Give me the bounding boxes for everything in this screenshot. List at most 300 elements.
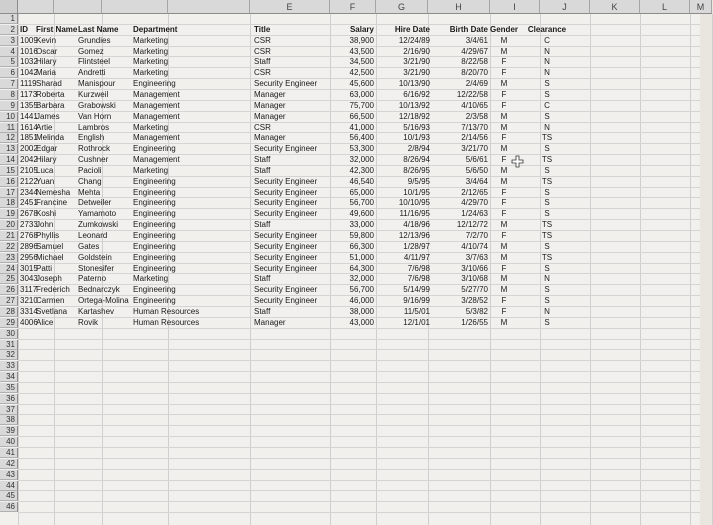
table-cell-hire[interactable]: 9/16/99 <box>403 296 430 306</box>
table-cell-dept[interactable]: Marketing <box>133 35 169 45</box>
table-cell-birth[interactable]: 1/24/63 <box>461 209 488 219</box>
table-cell-salary[interactable]: 46,000 <box>349 296 374 306</box>
table-cell-salary[interactable]: 43,000 <box>349 317 374 327</box>
table-cell-title[interactable]: Manager <box>254 133 286 143</box>
table-cell-last[interactable]: Kartashev <box>78 306 115 316</box>
table-cell-first[interactable]: Joseph <box>36 274 62 284</box>
table-cell-birth[interactable]: 12/22/58 <box>456 89 488 99</box>
table-cell-hire[interactable]: 2/8/94 <box>407 144 430 154</box>
table-cell-salary[interactable]: 42,500 <box>349 68 374 78</box>
table-cell-clearance[interactable]: C <box>544 100 550 110</box>
table-cell-dept[interactable]: Engineering <box>133 296 176 306</box>
row-header[interactable]: 41 <box>0 448 18 458</box>
table-cell-birth[interactable]: 3/4/61 <box>465 35 488 45</box>
table-cell-gender[interactable]: M <box>500 35 508 45</box>
table-cell-clearance[interactable]: S <box>544 317 550 327</box>
table-cell-dept[interactable]: Marketing <box>133 122 169 132</box>
table-cell-gender[interactable]: M <box>500 274 508 284</box>
table-cell-birth[interactable]: 5/3/82 <box>465 306 488 316</box>
table-cell-salary[interactable]: 46,540 <box>349 176 374 186</box>
row-header[interactable]: 10 <box>0 112 18 122</box>
table-cell-dept[interactable]: Marketing <box>133 165 169 175</box>
table-cell-hire[interactable]: 6/16/92 <box>403 89 430 99</box>
row-header[interactable]: 5 <box>0 57 18 67</box>
row-header[interactable]: 46 <box>0 502 18 512</box>
row-header[interactable]: 29 <box>0 318 18 328</box>
table-cell-clearance[interactable]: S <box>544 241 550 251</box>
table-cell-title[interactable]: CSR <box>254 122 271 132</box>
table-cell-id[interactable]: 2122 <box>20 176 38 186</box>
column-header[interactable]: G <box>376 0 428 14</box>
table-cell-first[interactable]: Yuan <box>36 176 55 186</box>
row-header[interactable]: 24 <box>0 264 18 274</box>
table-cell-first[interactable]: Roberta <box>36 89 65 99</box>
table-cell-last[interactable]: Detweiler <box>78 198 112 208</box>
table-cell-id[interactable]: 1009 <box>20 35 38 45</box>
table-cell-dept[interactable]: Management <box>133 155 180 165</box>
table-cell-hire[interactable]: 8/26/95 <box>403 165 430 175</box>
table-cell-gender[interactable]: F <box>501 263 507 273</box>
table-cell-clearance[interactable]: TS <box>541 231 553 240</box>
row-header[interactable]: 22 <box>0 242 18 252</box>
table-cell-id[interactable]: 2733 <box>20 220 38 230</box>
header-cell-first[interactable]: First Name <box>36 24 78 34</box>
table-cell-hire[interactable]: 11/16/95 <box>399 209 430 219</box>
table-cell-first[interactable]: Melinda <box>36 133 65 143</box>
table-cell-hire[interactable]: 12/13/96 <box>398 231 430 240</box>
table-cell-birth[interactable]: 4/10/65 <box>461 100 488 110</box>
row-header[interactable]: 6 <box>0 68 18 78</box>
table-cell-first[interactable]: Oscar <box>36 46 58 56</box>
row-header[interactable]: 3 <box>0 36 18 46</box>
table-cell-salary[interactable]: 33,000 <box>349 220 374 230</box>
row-header[interactable]: 37 <box>0 405 18 415</box>
table-cell-first[interactable]: Barbara <box>36 100 65 110</box>
table-cell-hire[interactable]: 4/11/97 <box>403 252 430 262</box>
table-cell-last[interactable]: Leonard <box>78 231 108 240</box>
row-header[interactable]: 9 <box>0 101 18 111</box>
table-cell-gender[interactable]: M <box>500 111 508 121</box>
table-cell-salary[interactable]: 65,000 <box>349 187 374 197</box>
row-header[interactable]: 15 <box>0 166 18 176</box>
table-cell-first[interactable]: Koshi <box>36 209 57 219</box>
table-cell-title[interactable]: CSR <box>254 35 271 45</box>
table-cell-title[interactable]: Staff <box>254 274 271 284</box>
table-cell-clearance[interactable]: S <box>544 144 550 154</box>
table-cell-salary[interactable]: 32,000 <box>349 155 374 165</box>
table-cell-last[interactable]: Paterno <box>78 274 107 284</box>
row-header[interactable]: 25 <box>0 274 18 284</box>
table-cell-birth[interactable]: 5/6/50 <box>465 165 488 175</box>
table-cell-clearance[interactable]: TS <box>541 220 553 230</box>
table-cell-first[interactable]: Sharad <box>36 79 62 89</box>
header-cell-birth[interactable]: Birth Date <box>449 24 488 34</box>
row-header[interactable]: 4 <box>0 47 18 57</box>
table-cell-hire[interactable]: 3/21/90 <box>403 68 430 78</box>
table-cell-salary[interactable]: 56,400 <box>349 133 374 143</box>
table-cell-birth[interactable]: 7/13/70 <box>461 122 488 132</box>
table-cell-last[interactable]: Gomez <box>78 46 104 56</box>
table-cell-hire[interactable]: 12/18/92 <box>398 111 430 121</box>
table-cell-id[interactable]: 2451 <box>20 198 38 208</box>
table-cell-id[interactable]: 1441 <box>20 111 38 121</box>
table-cell-id[interactable]: 3117 <box>20 285 38 295</box>
table-cell-title[interactable]: Staff <box>254 57 271 67</box>
table-cell-title[interactable]: Staff <box>254 155 271 165</box>
table-cell-first[interactable]: Patti <box>36 263 53 273</box>
table-cell-clearance[interactable]: S <box>544 209 550 219</box>
table-cell-id[interactable]: 1119 <box>20 79 37 89</box>
table-cell-dept[interactable]: Engineering <box>133 241 176 251</box>
row-header[interactable]: 13 <box>0 144 18 154</box>
table-cell-dept[interactable]: Engineering <box>133 252 176 262</box>
table-cell-id[interactable]: 3043 <box>20 274 38 284</box>
column-header[interactable]: K <box>590 0 640 14</box>
table-cell-clearance[interactable]: TS <box>541 155 553 165</box>
table-cell-salary[interactable]: 43,500 <box>349 46 374 56</box>
table-cell-id[interactable]: 2105 <box>20 165 38 175</box>
table-cell-clearance[interactable]: N <box>544 68 550 78</box>
table-cell-last[interactable]: Manispour <box>78 79 116 89</box>
table-cell-birth[interactable]: 3/28/52 <box>461 296 488 306</box>
table-cell-hire[interactable]: 10/10/95 <box>398 198 430 208</box>
table-cell-first[interactable]: Frederich <box>36 285 70 295</box>
table-cell-birth[interactable]: 4/10/74 <box>461 241 488 251</box>
table-cell-hire[interactable]: 5/16/93 <box>403 122 430 132</box>
table-cell-salary[interactable]: 59,800 <box>349 231 374 240</box>
table-cell-salary[interactable]: 45,600 <box>349 79 374 89</box>
table-cell-first[interactable]: Nemesha <box>36 187 71 197</box>
column-header[interactable] <box>102 0 168 14</box>
column-header[interactable]: M <box>690 0 712 14</box>
table-cell-first[interactable]: Maria <box>36 68 57 78</box>
table-cell-title[interactable]: Security Engineer <box>254 144 318 154</box>
table-cell-clearance[interactable]: C <box>544 35 550 45</box>
row-header[interactable]: 39 <box>0 426 18 436</box>
table-cell-first[interactable]: Svetlana <box>36 306 68 316</box>
table-cell-clearance[interactable]: N <box>544 46 550 56</box>
table-cell-title[interactable]: Staff <box>254 165 271 175</box>
header-cell-clearance[interactable]: Clearance <box>527 24 567 34</box>
header-cell-hire[interactable]: Hire Date <box>394 24 430 34</box>
table-cell-clearance[interactable]: TS <box>541 176 553 186</box>
table-cell-dept[interactable]: Engineering <box>133 263 176 273</box>
table-cell-clearance[interactable]: S <box>544 111 550 121</box>
row-header[interactable]: 23 <box>0 253 18 263</box>
table-cell-last[interactable]: Lambros <box>78 122 110 132</box>
table-cell-id[interactable]: 1851 <box>20 133 38 143</box>
table-cell-dept[interactable]: Management <box>133 133 180 143</box>
table-cell-clearance[interactable]: N <box>544 274 550 284</box>
table-cell-clearance[interactable]: S <box>544 285 550 295</box>
table-cell-clearance[interactable]: TS <box>541 133 553 143</box>
table-cell-title[interactable]: Security Engineer <box>254 263 318 273</box>
table-cell-birth[interactable]: 3/10/66 <box>461 263 488 273</box>
table-cell-title[interactable]: Security Engineer <box>254 296 318 306</box>
table-cell-clearance[interactable]: S <box>544 263 550 273</box>
table-cell-gender[interactable]: M <box>500 165 508 175</box>
table-cell-hire[interactable]: 5/14/99 <box>403 285 430 295</box>
row-header[interactable]: 33 <box>0 361 18 371</box>
table-cell-clearance[interactable]: S <box>544 165 550 175</box>
table-cell-first[interactable]: Kevin <box>36 35 57 45</box>
header-cell-last[interactable]: Last Name <box>78 24 119 34</box>
table-cell-dept[interactable]: Marketing <box>133 68 169 78</box>
table-cell-birth[interactable]: 8/20/70 <box>461 68 488 78</box>
table-cell-first[interactable]: John <box>36 220 54 230</box>
table-cell-first[interactable]: Hilary <box>36 155 57 165</box>
table-cell-salary[interactable]: 42,300 <box>349 165 374 175</box>
table-cell-last[interactable]: Rovik <box>78 317 99 327</box>
table-cell-title[interactable]: Manager <box>254 89 286 99</box>
table-cell-last[interactable]: Bednarczyk <box>78 285 120 295</box>
row-header[interactable]: 34 <box>0 372 18 382</box>
table-cell-salary[interactable]: 66,300 <box>349 241 374 251</box>
table-cell-clearance[interactable]: TS <box>541 252 553 262</box>
table-cell-dept[interactable]: Engineering <box>133 231 176 240</box>
table-cell-last[interactable]: English <box>78 133 105 143</box>
table-cell-clearance[interactable]: N <box>544 122 550 132</box>
table-cell-id[interactable]: 1016 <box>20 46 38 56</box>
table-cell-hire[interactable]: 1/28/97 <box>403 241 430 251</box>
table-cell-salary[interactable]: 41,000 <box>349 122 374 132</box>
table-cell-birth[interactable]: 3/4/64 <box>465 176 488 186</box>
table-cell-id[interactable]: 2768 <box>20 231 38 240</box>
table-cell-hire[interactable]: 9/5/95 <box>407 176 430 186</box>
row-header[interactable]: 40 <box>0 437 18 447</box>
table-cell-birth[interactable]: 3/21/70 <box>461 144 488 154</box>
row-header[interactable]: 45 <box>0 491 18 501</box>
table-cell-gender[interactable]: M <box>500 285 508 295</box>
row-header[interactable]: 19 <box>0 209 18 219</box>
table-cell-gender[interactable]: M <box>500 317 508 327</box>
row-header[interactable]: 11 <box>0 123 18 133</box>
table-cell-id[interactable]: 2956 <box>20 252 38 262</box>
row-header[interactable]: 1 <box>0 14 18 24</box>
table-cell-dept[interactable]: Management <box>133 111 180 121</box>
table-cell-gender[interactable]: M <box>500 220 508 230</box>
row-header[interactable]: 43 <box>0 470 18 480</box>
row-header[interactable]: 30 <box>0 329 18 339</box>
table-cell-salary[interactable]: 64,300 <box>349 263 374 273</box>
table-cell-title[interactable]: Staff <box>254 220 271 230</box>
table-cell-birth[interactable]: 8/22/58 <box>461 57 488 67</box>
table-cell-title[interactable]: Manager <box>254 317 286 327</box>
table-cell-birth[interactable]: 2/12/65 <box>461 187 488 197</box>
table-cell-gender[interactable]: M <box>500 144 508 154</box>
column-header[interactable] <box>18 0 54 14</box>
table-cell-hire[interactable]: 10/13/92 <box>398 100 430 110</box>
table-cell-gender[interactable]: M <box>500 176 508 186</box>
table-cell-gender[interactable]: M <box>500 252 508 262</box>
row-header[interactable]: 8 <box>0 90 18 100</box>
table-cell-hire[interactable]: 10/1/95 <box>403 187 430 197</box>
table-cell-dept[interactable]: Human Resources <box>133 317 200 327</box>
table-cell-id[interactable]: 2002 <box>20 144 38 154</box>
table-cell-birth[interactable]: 2/3/58 <box>465 111 488 121</box>
table-cell-id[interactable]: 3210 <box>20 296 38 306</box>
table-cell-id[interactable]: 2042 <box>20 155 38 165</box>
row-header[interactable]: 27 <box>0 296 18 306</box>
table-cell-first[interactable]: Edgar <box>36 144 58 154</box>
table-cell-birth[interactable]: 5/27/70 <box>461 285 488 295</box>
table-cell-gender[interactable]: F <box>501 68 507 78</box>
table-cell-salary[interactable]: 51,000 <box>349 252 374 262</box>
table-cell-title[interactable]: Security Engineer <box>254 252 318 262</box>
table-cell-dept[interactable]: Engineering <box>133 176 176 186</box>
table-cell-birth[interactable]: 2/4/69 <box>465 79 488 89</box>
table-cell-last[interactable]: Rothrock <box>78 144 111 154</box>
table-cell-gender[interactable]: F <box>501 100 507 110</box>
column-header[interactable]: H <box>428 0 490 14</box>
table-cell-title[interactable]: Staff <box>254 306 271 316</box>
table-cell-clearance[interactable]: S <box>544 187 550 197</box>
table-cell-salary[interactable]: 53,300 <box>349 144 374 154</box>
table-cell-first[interactable]: Hilary <box>36 57 57 67</box>
table-cell-title[interactable]: Security Engineer <box>254 79 318 89</box>
table-cell-title[interactable]: CSR <box>254 68 271 78</box>
table-cell-dept[interactable]: Engineering <box>133 209 176 219</box>
table-cell-dept[interactable]: Management <box>133 100 180 110</box>
header-cell-dept[interactable]: Department <box>133 24 178 34</box>
table-cell-gender[interactable]: M <box>500 79 508 89</box>
column-header[interactable]: E <box>250 0 330 14</box>
table-cell-last[interactable]: Goldstein <box>78 252 112 262</box>
table-cell-birth[interactable]: 4/29/67 <box>461 46 488 56</box>
table-cell-dept[interactable]: Marketing <box>133 274 169 284</box>
table-cell-gender[interactable]: F <box>501 231 507 240</box>
table-cell-id[interactable]: 3015 <box>20 263 38 273</box>
table-cell-title[interactable]: Security Engineer <box>254 187 318 197</box>
row-header[interactable]: 14 <box>0 155 18 165</box>
table-cell-clearance[interactable]: S <box>544 79 550 89</box>
table-cell-title[interactable]: Security Engineer <box>254 231 318 240</box>
table-cell-dept[interactable]: Engineering <box>133 144 176 154</box>
row-header[interactable]: 18 <box>0 198 18 208</box>
table-cell-hire[interactable]: 10/1/93 <box>403 133 430 143</box>
table-cell-birth[interactable]: 3/10/68 <box>461 274 488 284</box>
column-header[interactable] <box>168 0 250 14</box>
table-cell-salary[interactable]: 56,700 <box>349 285 374 295</box>
row-header[interactable]: 20 <box>0 220 18 230</box>
table-cell-last[interactable]: Van Horn <box>78 111 112 121</box>
column-header[interactable]: F <box>330 0 376 14</box>
table-cell-id[interactable]: 4006 <box>20 317 38 327</box>
table-cell-gender[interactable]: F <box>501 155 507 165</box>
row-header[interactable]: 38 <box>0 415 18 425</box>
table-cell-salary[interactable]: 56,700 <box>349 198 374 208</box>
table-cell-id[interactable]: 1614 <box>20 122 38 132</box>
table-cell-gender[interactable]: F <box>501 133 507 143</box>
table-cell-title[interactable]: Security Engineer <box>254 176 318 186</box>
table-cell-title[interactable]: Security Engineer <box>254 209 318 219</box>
table-cell-clearance[interactable]: N <box>544 306 550 316</box>
table-cell-hire[interactable]: 10/13/90 <box>398 79 430 89</box>
table-cell-hire[interactable]: 12/24/89 <box>398 35 430 45</box>
table-cell-first[interactable]: Artie <box>36 122 53 132</box>
table-cell-title[interactable]: Manager <box>254 100 286 110</box>
table-cell-last[interactable]: Grundies <box>78 35 111 45</box>
table-cell-hire[interactable]: 2/16/90 <box>403 46 430 56</box>
table-cell-first[interactable]: Francine <box>36 198 68 208</box>
header-cell-id[interactable]: ID <box>20 24 28 34</box>
row-header[interactable]: 36 <box>0 394 18 404</box>
table-cell-gender[interactable]: F <box>501 209 507 219</box>
table-cell-hire[interactable]: 7/6/98 <box>407 274 430 284</box>
table-cell-gender[interactable]: F <box>501 296 507 306</box>
table-cell-title[interactable]: Manager <box>254 111 286 121</box>
table-cell-id[interactable]: 1042 <box>20 68 38 78</box>
table-cell-salary[interactable]: 66,500 <box>349 111 374 121</box>
table-cell-salary[interactable]: 75,700 <box>349 100 374 110</box>
table-cell-gender[interactable]: F <box>501 57 507 67</box>
column-header[interactable]: I <box>490 0 540 14</box>
row-header[interactable]: 21 <box>0 231 18 241</box>
table-cell-hire[interactable]: 8/26/94 <box>403 155 430 165</box>
table-cell-first[interactable]: James <box>36 111 60 121</box>
row-header[interactable]: 17 <box>0 188 18 198</box>
table-cell-last[interactable]: Gates <box>78 241 100 251</box>
table-cell-salary[interactable]: 34,500 <box>349 57 374 67</box>
select-all-corner[interactable] <box>0 0 18 14</box>
row-header[interactable]: 32 <box>0 350 18 360</box>
table-cell-birth[interactable]: 5/6/61 <box>465 155 488 165</box>
table-cell-salary[interactable]: 38,000 <box>349 306 374 316</box>
table-cell-last[interactable]: Andretti <box>78 68 106 78</box>
table-cell-last[interactable]: Grabowski <box>78 100 116 110</box>
table-cell-last[interactable]: Chang <box>78 176 102 186</box>
row-header[interactable]: 42 <box>0 459 18 469</box>
table-cell-last[interactable]: Flintsteel <box>78 57 111 67</box>
table-cell-hire[interactable]: 7/6/98 <box>407 263 430 273</box>
table-cell-clearance[interactable]: S <box>544 198 550 208</box>
table-cell-last[interactable]: Ortega-Molina <box>78 296 129 306</box>
table-cell-last[interactable]: Pacioli <box>78 165 102 175</box>
header-cell-title[interactable]: Title <box>254 24 271 34</box>
table-cell-gender[interactable]: F <box>501 198 507 208</box>
table-cell-last[interactable]: Cushner <box>78 155 109 165</box>
table-cell-clearance[interactable]: N <box>544 57 550 67</box>
table-cell-hire[interactable]: 12/1/01 <box>403 317 430 327</box>
table-cell-gender[interactable]: M <box>500 46 508 56</box>
row-header[interactable]: 44 <box>0 481 18 491</box>
table-cell-dept[interactable]: Engineering <box>133 285 176 295</box>
table-cell-gender[interactable]: F <box>501 89 507 99</box>
table-cell-id[interactable]: 2896 <box>20 241 38 251</box>
table-cell-title[interactable]: Security Engineer <box>254 241 318 251</box>
header-cell-gender[interactable]: Gender <box>490 24 519 34</box>
table-cell-salary[interactable]: 49,600 <box>349 209 374 219</box>
table-cell-dept[interactable]: Engineering <box>133 198 176 208</box>
row-header[interactable]: 2 <box>0 25 18 35</box>
table-cell-last[interactable]: Kurzweil <box>78 89 109 99</box>
table-cell-hire[interactable]: 11/5/01 <box>403 306 430 316</box>
row-header[interactable]: 35 <box>0 383 18 393</box>
table-cell-title[interactable]: Security Engineer <box>254 198 318 208</box>
table-cell-id[interactable]: 1355 <box>20 100 38 110</box>
table-cell-first[interactable]: Michael <box>36 252 64 262</box>
column-header[interactable]: J <box>540 0 590 14</box>
row-header[interactable]: 31 <box>0 340 18 350</box>
table-cell-last[interactable]: Zumkowski <box>78 220 119 230</box>
table-cell-dept[interactable]: Human Resources <box>133 306 200 316</box>
table-cell-salary[interactable]: 38,900 <box>349 35 374 45</box>
header-cell-salary[interactable]: Salary <box>349 24 374 34</box>
table-cell-first[interactable]: Luca <box>36 165 54 175</box>
row-header[interactable]: 7 <box>0 79 18 89</box>
table-cell-salary[interactable]: 32,000 <box>349 274 374 284</box>
table-cell-dept[interactable]: Management <box>133 89 180 99</box>
